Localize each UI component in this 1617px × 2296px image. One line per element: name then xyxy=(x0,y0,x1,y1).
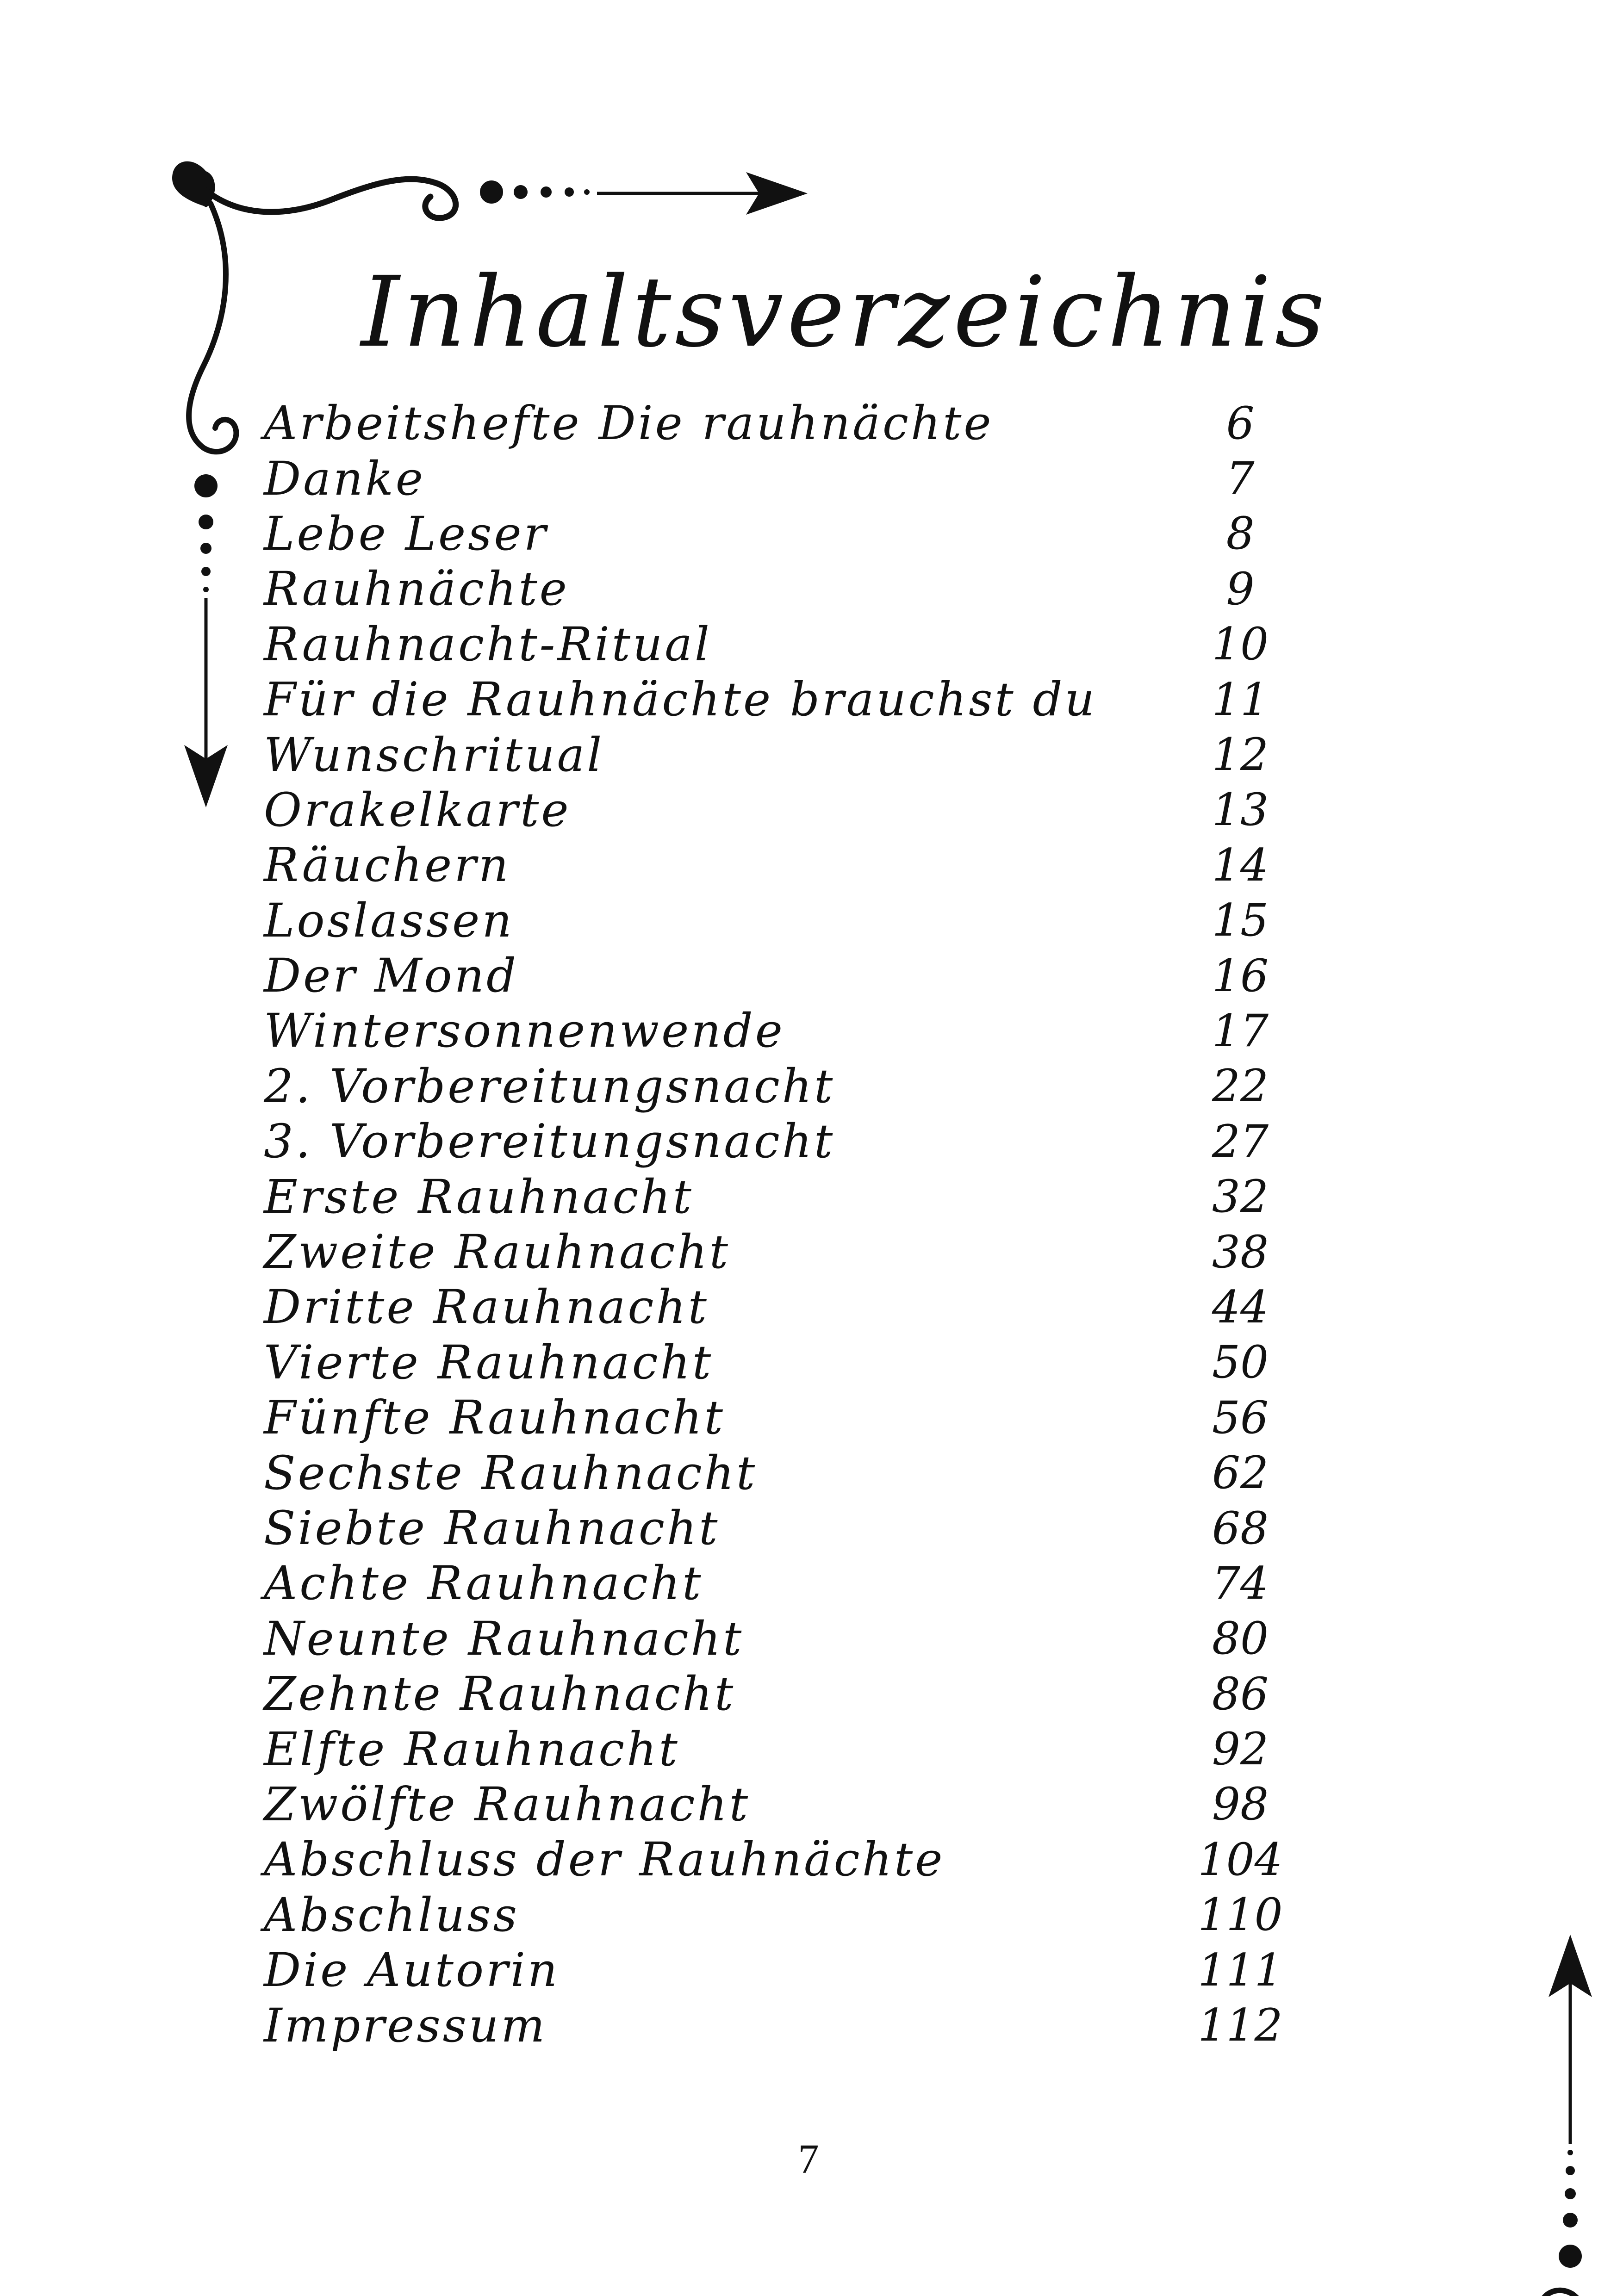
toc-entry xyxy=(264,1501,1282,1556)
toc-entry-label: Zwölfte Rauhnacht xyxy=(264,1777,751,1831)
toc-entry-label: Siebte Rauhnacht xyxy=(264,1501,720,1555)
toc-entry xyxy=(264,1887,1282,1942)
toc-entry xyxy=(264,1611,1282,1666)
toc-entry xyxy=(264,451,1282,506)
toc-entry xyxy=(264,506,1282,561)
toc-entry-label: Die Autorin xyxy=(264,1943,560,1998)
toc-entry-label: Rauhnächte xyxy=(264,562,569,616)
toc-entry xyxy=(264,838,1282,893)
toc-entry-page: 10 xyxy=(1212,618,1269,670)
toc-entry-label: Impressum xyxy=(264,1998,547,2053)
toc-entry-label: 3. Vorbereitungsnacht xyxy=(264,1114,835,1169)
toc-entry-label: 2. Vorbereitungsnacht xyxy=(264,1059,835,1113)
toc-entry-label: Achte Rauhnacht xyxy=(264,1556,703,1611)
toc-entry xyxy=(264,396,1282,451)
toc-entry-label: Räuchern xyxy=(264,838,511,893)
toc-entry-page: 12 xyxy=(1212,729,1269,781)
toc-entry xyxy=(264,1666,1282,1721)
toc-entry-page: 68 xyxy=(1212,1502,1269,1554)
toc-entry xyxy=(264,1169,1282,1224)
toc-entry-label: Fünfte Rauhnacht xyxy=(264,1390,725,1445)
toc-entry xyxy=(264,617,1282,672)
toc-entry-label: Sechste Rauhnacht xyxy=(264,1446,758,1500)
toc-entry xyxy=(264,1998,1282,2053)
toc-entry-label: Arbeitshefte Die rauhnächte xyxy=(264,396,994,451)
toc-entry-page: 16 xyxy=(1212,949,1269,1002)
toc-entry-page: 32 xyxy=(1212,1171,1269,1223)
table-of-contents xyxy=(264,396,1282,2053)
toc-entry xyxy=(264,1445,1282,1500)
toc-entry-page: 6 xyxy=(1226,397,1255,449)
toc-entry xyxy=(264,1832,1282,1887)
toc-entry-page: 74 xyxy=(1212,1557,1269,1609)
toc-entry xyxy=(264,1114,1282,1169)
toc-entry xyxy=(264,1942,1282,1998)
toc-entry-label: Elfte Rauhnacht xyxy=(264,1722,680,1776)
toc-entry xyxy=(264,1556,1282,1611)
toc-entry-page: 7 xyxy=(1226,453,1255,505)
toc-entry-page: 44 xyxy=(1212,1281,1269,1333)
toc-entry-page: 92 xyxy=(1212,1723,1269,1775)
toc-entry-page: 14 xyxy=(1212,839,1269,891)
toc-entry-page: 38 xyxy=(1212,1226,1269,1278)
toc-entry-page: 13 xyxy=(1212,784,1269,836)
toc-entry-page: 110 xyxy=(1198,1889,1283,1941)
toc-entry-label: Erste Rauhnacht xyxy=(264,1169,694,1224)
bottom-right-vertical-dots xyxy=(1559,2150,1582,2268)
toc-entry xyxy=(264,948,1282,1003)
toc-entry xyxy=(264,893,1282,948)
toc-entry-label: Dritte Rauhnacht xyxy=(264,1280,709,1334)
page-number: 7 xyxy=(798,2136,819,2182)
toc-entry-label: Orakelkarte xyxy=(264,782,571,837)
toc-entry-label: Wintersonnenwende xyxy=(264,1004,785,1058)
toc-entry-label: Danke xyxy=(264,451,425,506)
toc-entry xyxy=(264,672,1282,727)
toc-entry xyxy=(264,1059,1282,1114)
toc-entry-label: Abschluss xyxy=(264,1887,519,1942)
toc-entry-label: Zehnte Rauhnacht xyxy=(264,1667,736,1721)
toc-entry-page: 17 xyxy=(1212,1005,1269,1057)
toc-entry xyxy=(264,1390,1282,1445)
toc-entry-page: 111 xyxy=(1198,1944,1283,1996)
toc-entry-label: Rauhnacht-Ritual xyxy=(264,617,712,671)
toc-entry-label: Neunte Rauhnacht xyxy=(264,1611,744,1666)
toc-entry xyxy=(264,782,1282,838)
toc-entry-label: Der Mond xyxy=(264,949,518,1003)
toc-entry-page: 62 xyxy=(1212,1447,1269,1499)
bottom-right-arrow-up-icon xyxy=(1549,1935,1592,2144)
toc-entry-page: 98 xyxy=(1212,1778,1269,1831)
toc-entry-label: Wunschritual xyxy=(264,727,604,782)
toc-entry-page: 15 xyxy=(1212,894,1269,947)
toc-entry-label: Loslassen xyxy=(264,893,514,948)
toc-entry-page: 8 xyxy=(1226,508,1255,560)
toc-entry xyxy=(264,1777,1282,1832)
toc-entry-label: Lebe Leser xyxy=(264,506,548,561)
toc-entry-page: 56 xyxy=(1212,1391,1269,1444)
toc-entry-page: 86 xyxy=(1212,1668,1269,1720)
toc-entry xyxy=(264,1003,1282,1058)
toc-entry-label: Für die Rauhnächte brauchst du xyxy=(264,672,1097,727)
toc-entry xyxy=(264,727,1282,782)
toc-entry-label: Zweite Rauhnacht xyxy=(264,1225,731,1279)
toc-entry-page: 50 xyxy=(1212,1336,1269,1389)
toc-entry xyxy=(264,1335,1282,1390)
toc-entry-page: 9 xyxy=(1226,563,1255,615)
toc-entry-page: 112 xyxy=(1198,1999,1283,2052)
toc-entry xyxy=(264,561,1282,616)
toc-entry-label: Vierte Rauhnacht xyxy=(264,1335,714,1390)
toc-entry-page: 80 xyxy=(1212,1613,1269,1665)
toc-entry-label: Abschluss der Rauhnächte xyxy=(264,1832,945,1887)
toc-entry-page: 27 xyxy=(1212,1115,1269,1167)
toc-entry-page: 11 xyxy=(1212,673,1269,726)
toc-entry xyxy=(264,1279,1282,1334)
toc-entry xyxy=(264,1721,1282,1776)
toc-entry xyxy=(264,1224,1282,1279)
bottom-right-swirl-vertical xyxy=(1540,2290,1587,2296)
page-title: Inhaltsverzeichnis xyxy=(361,255,1329,369)
toc-entry-page: 22 xyxy=(1212,1060,1269,1112)
toc-entry-page: 104 xyxy=(1198,1833,1283,1886)
